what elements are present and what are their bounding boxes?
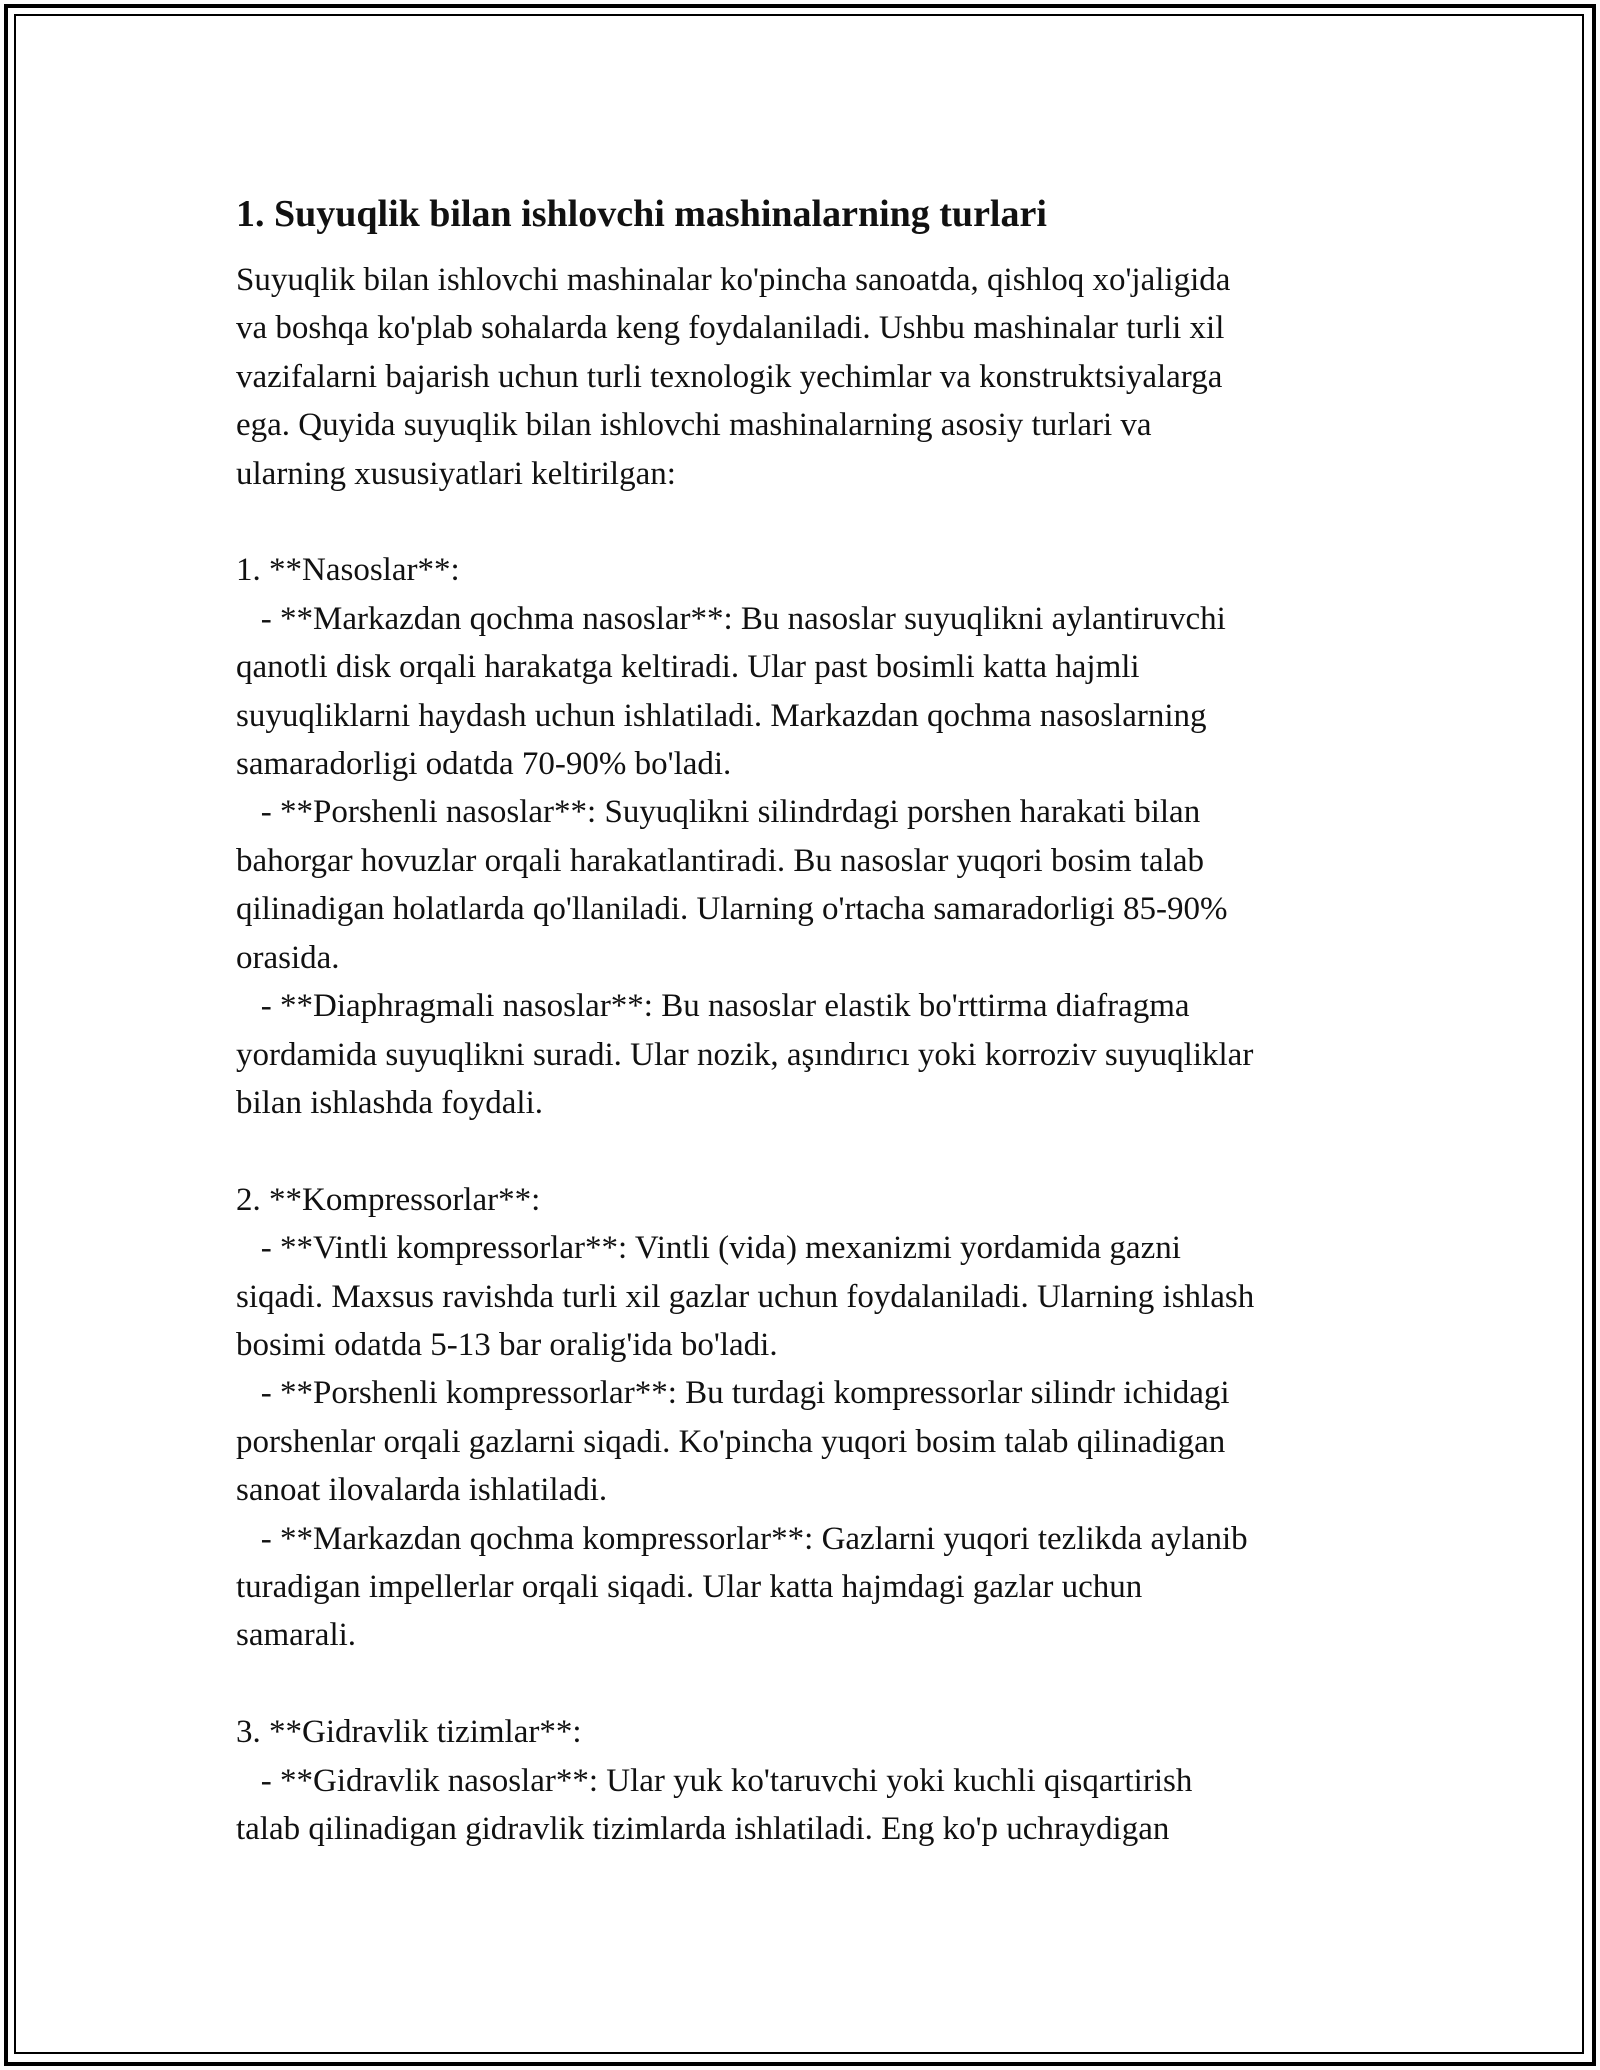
text-line: porshenlar orqali gazlarni siqadi. Ko'pincha yuqori bosim talab qilinadigan [236,1423,1226,1460]
text-line: va boshqa ko'plab sohalarda keng foydalaniladi. Ushbu mashinalar turli xil [236,310,1225,347]
text-line: yordamida suyuqlikni suradi. Ular nozik, aşındırıcı yoki korroziv suyuqliklar [236,1036,1254,1073]
text-line: - **Gidravlik nasoslar**: Ular yuk ko'taruvchi yoki kuchli qisqartirish [236,1762,1193,1799]
text-line: - **Markazdan qochma nasoslar**: Bu nasoslar suyuqlikni aylantiruvchi [236,600,1226,637]
text-line: orasida. [236,939,340,976]
document-body [236,256,1376,1853]
blank-line [236,498,1376,546]
text-line: ularning xususiyatlari keltirilgan: [236,455,676,492]
text-line: turadigan impellerlar orqali siqadi. Ular katta hajmdagi gazlar uchun [236,1568,1143,1605]
text-line: ega. Quyida suyuqlik bilan ishlovchi mashinalarning asosiy turlari va [236,407,1152,444]
text-line: - **Porshenli kompressorlar**: Bu turdagi kompressorlar silindr ichidagi [236,1375,1230,1412]
text-line: talab qilinadigan gidravlik tizimlarda ishlatiladi. Eng ko'p uchraydigan [236,1811,1170,1847]
text-line: samaradorligi odatda 70-90% bo'ladi. [236,746,732,783]
text-line: - **Diaphragmali nasoslar**: Bu nasoslar elastik bo'rttirma diafragma [236,988,1190,1025]
text-line: 2. **Kompressorlar**: [236,1181,541,1218]
text-line: bosimi odatda 5-13 bar oralig'ida bo'ladi. [236,1326,778,1363]
text-line: vazifalarni bajarish uchun turli texnologik yechimlar va konstruktsiyalarga [236,358,1223,395]
text-line: siqadi. Maxsus ravishda turli xil gazlar uchun foydalaniladi. Ularning ishlash [236,1278,1255,1315]
text-line: qanotli disk orqali harakatga keltiradi. Ular past bosimli katta hajmli [236,649,1140,686]
text-line: bahorgar hovuzlar orqali harakatlantiradi. Bu nasoslar yuqori bosim talab [236,842,1205,879]
text-line: - **Porshenli nasoslar**: Suyuqlikni silindrdagi porshen harakati bilan [236,794,1201,831]
text-line: samarali. [236,1617,357,1654]
section-heading: 1. Suyuqlik bilan ishlovchi mashinalarning turlari [236,193,1047,235]
text-line: suyuqliklarni haydash uchun ishlatiladi. Markazdan qochma nasoslarning [236,697,1207,734]
blank-line [236,1127,1376,1175]
text-line: 3. **Gidravlik tizimlar**: [236,1714,582,1751]
text-line: - **Markazdan qochma kompressorlar**: Gazlarni yuqori tezlikda aylanib [236,1520,1248,1557]
text-line: - **Vintli kompressorlar**: Vintli (vida) mexanizmi yordamida gazni [236,1230,1181,1267]
document-content [236,190,1376,1853]
text-line: 1. **Nasoslar**: [236,552,460,589]
text-line: Suyuqlik bilan ishlovchi mashinalar ko'pincha sanoatda, qishloq xo'jaligida [236,262,1231,298]
text-line: sanoat ilovalarda ishlatiladi. [236,1472,608,1509]
text-line: qilinadigan holatlarda qo'llaniladi. Ularning o'rtacha samaradorligi 85-90% [236,891,1228,928]
blank-line [236,1660,1376,1708]
text-line: bilan ishlashda foydali. [236,1084,544,1121]
